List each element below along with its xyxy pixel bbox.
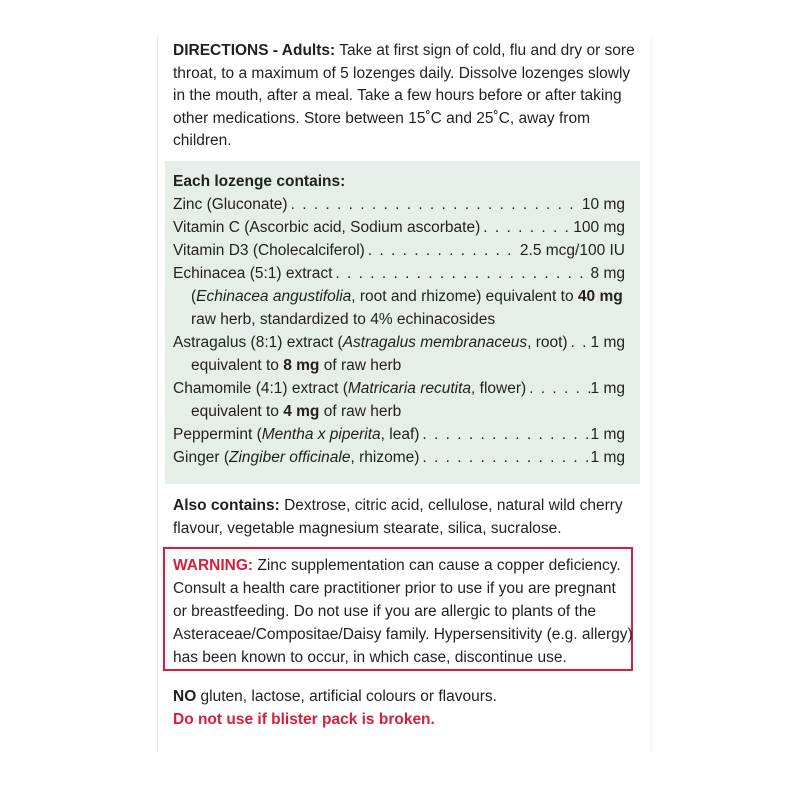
warning-paragraph [173, 554, 633, 669]
ingredient-row-astragalus [173, 331, 625, 354]
ingredient-name [173, 423, 419, 446]
name-text: Chamomile (4:1) extract ( [173, 380, 348, 397]
ingredient-amount: 10 mg [581, 196, 625, 213]
free-from-label: NO [173, 688, 197, 705]
dot-leader [365, 239, 520, 262]
ingredient-row-echinacea [173, 262, 625, 285]
dot-leader [419, 446, 590, 469]
latin-name: Matricaria recutita [347, 380, 472, 397]
also-contains-label: Also contains: [173, 497, 280, 514]
note-text: of raw herb [319, 357, 402, 374]
name-text: , rhizome) [350, 449, 420, 466]
directions-label: DIRECTIONS - Adults: [173, 42, 336, 59]
note-text: equivalent to [191, 357, 284, 374]
directions-paragraph [173, 40, 643, 153]
equivalent-amount: 40 mg [577, 288, 623, 305]
latin-name: Echinacea angustifolia [196, 288, 352, 305]
name-text: Astragalus (8:1) extract ( [173, 334, 343, 351]
warning-text: Zinc supplementation can cause a copper deficiency. Consult a health care practitioner prior to use if you are pregnant or breastfeeding. Do not use if you are allergic to plants of the Asteraceae/Compositae/Daisy family. Hypersensitivity (e.g. allergy) has been known to occur, in which case, discontinue use. [173, 557, 633, 666]
name-text: , root) [527, 334, 568, 351]
blister-notice: Do not use if blister pack is broken. [173, 711, 435, 728]
ingredient-note-echinacea [191, 285, 631, 308]
name-text: , flower) [471, 380, 527, 397]
directions-text: Take at first sign of cold, flu and dry or sore throat, to a maximum of 5 lozenges daily. Dissolve lozenges slowly in the mouth, after a meal. Take a few hours before or after taking other medications. Store between 15˚C and 25˚C, away from children. [173, 42, 635, 150]
dot-leader [288, 193, 582, 216]
latin-name: Zingiber officinale [229, 449, 351, 466]
ingredient-row-vitamin-d3 [173, 239, 625, 262]
dot-leader [568, 331, 591, 354]
name-text: Ginger ( [173, 449, 229, 466]
ingredient-name [173, 377, 526, 400]
ingredient-amount: 1 mg [590, 380, 625, 397]
latin-name: Astragalus membranaceus [342, 334, 528, 351]
name-text: , leaf) [380, 426, 420, 443]
ingredient-note-astragalus [191, 354, 631, 377]
note-text: equivalent to [191, 403, 284, 420]
free-from-statement [173, 685, 643, 708]
ingredient-amount: 1 mg [590, 449, 625, 466]
dot-leader [419, 423, 590, 446]
note-text: , root and rhizome) equivalent to [351, 288, 578, 305]
note-text: of raw herb [319, 403, 402, 420]
ingredient-name: Echinacea (5:1) extract [173, 265, 333, 282]
ingredient-name: Vitamin C (Ascorbic acid, Sodium ascorbate) [173, 219, 481, 236]
ingredient-name: Zinc (Gluconate) [173, 196, 288, 213]
also-contains-text: Dextrose, citric acid, cellulose, natural wild cherry flavour, vegetable magnesium stearate, silica, sucralose. [173, 497, 623, 537]
ingredient-name [173, 446, 419, 469]
ingredient-note-chamomile [191, 400, 631, 423]
ingredient-row-peppermint [173, 423, 625, 446]
ingredient-row-zinc [173, 193, 625, 216]
ingredient-row-vitamin-c [173, 216, 625, 239]
ingredient-name: Vitamin D3 (Cholecalciferol) [173, 242, 365, 259]
dot-leader [480, 216, 573, 239]
dot-leader [332, 262, 590, 285]
latin-name: Mentha x piperita [261, 426, 381, 443]
equivalent-amount: 4 mg [283, 403, 320, 420]
ingredient-name [173, 331, 568, 354]
free-from-text: gluten, lactose, artificial colours or flavours. [196, 688, 497, 705]
ingredient-amount: 100 mg [573, 219, 625, 236]
ingredient-note-echinacea-line2: raw herb, standardized to 4% echinacosides [191, 311, 496, 328]
equivalent-amount: 8 mg [283, 357, 320, 374]
ingredient-amount: 1 mg [590, 426, 625, 443]
also-contains-paragraph [173, 494, 643, 540]
warning-label: WARNING: [173, 557, 254, 574]
ingredient-row-ginger [173, 446, 625, 469]
ingredient-amount: 1 mg [590, 334, 625, 351]
note-text: ( [191, 288, 197, 305]
dot-leader [526, 377, 590, 400]
ingredient-amount: 2.5 mcg/100 IU [519, 242, 625, 259]
name-text: Peppermint ( [173, 426, 262, 443]
ingredient-row-chamomile [173, 377, 625, 400]
ingredients-title: Each lozenge contains: [173, 173, 346, 190]
ingredient-amount: 8 mg [590, 265, 625, 282]
